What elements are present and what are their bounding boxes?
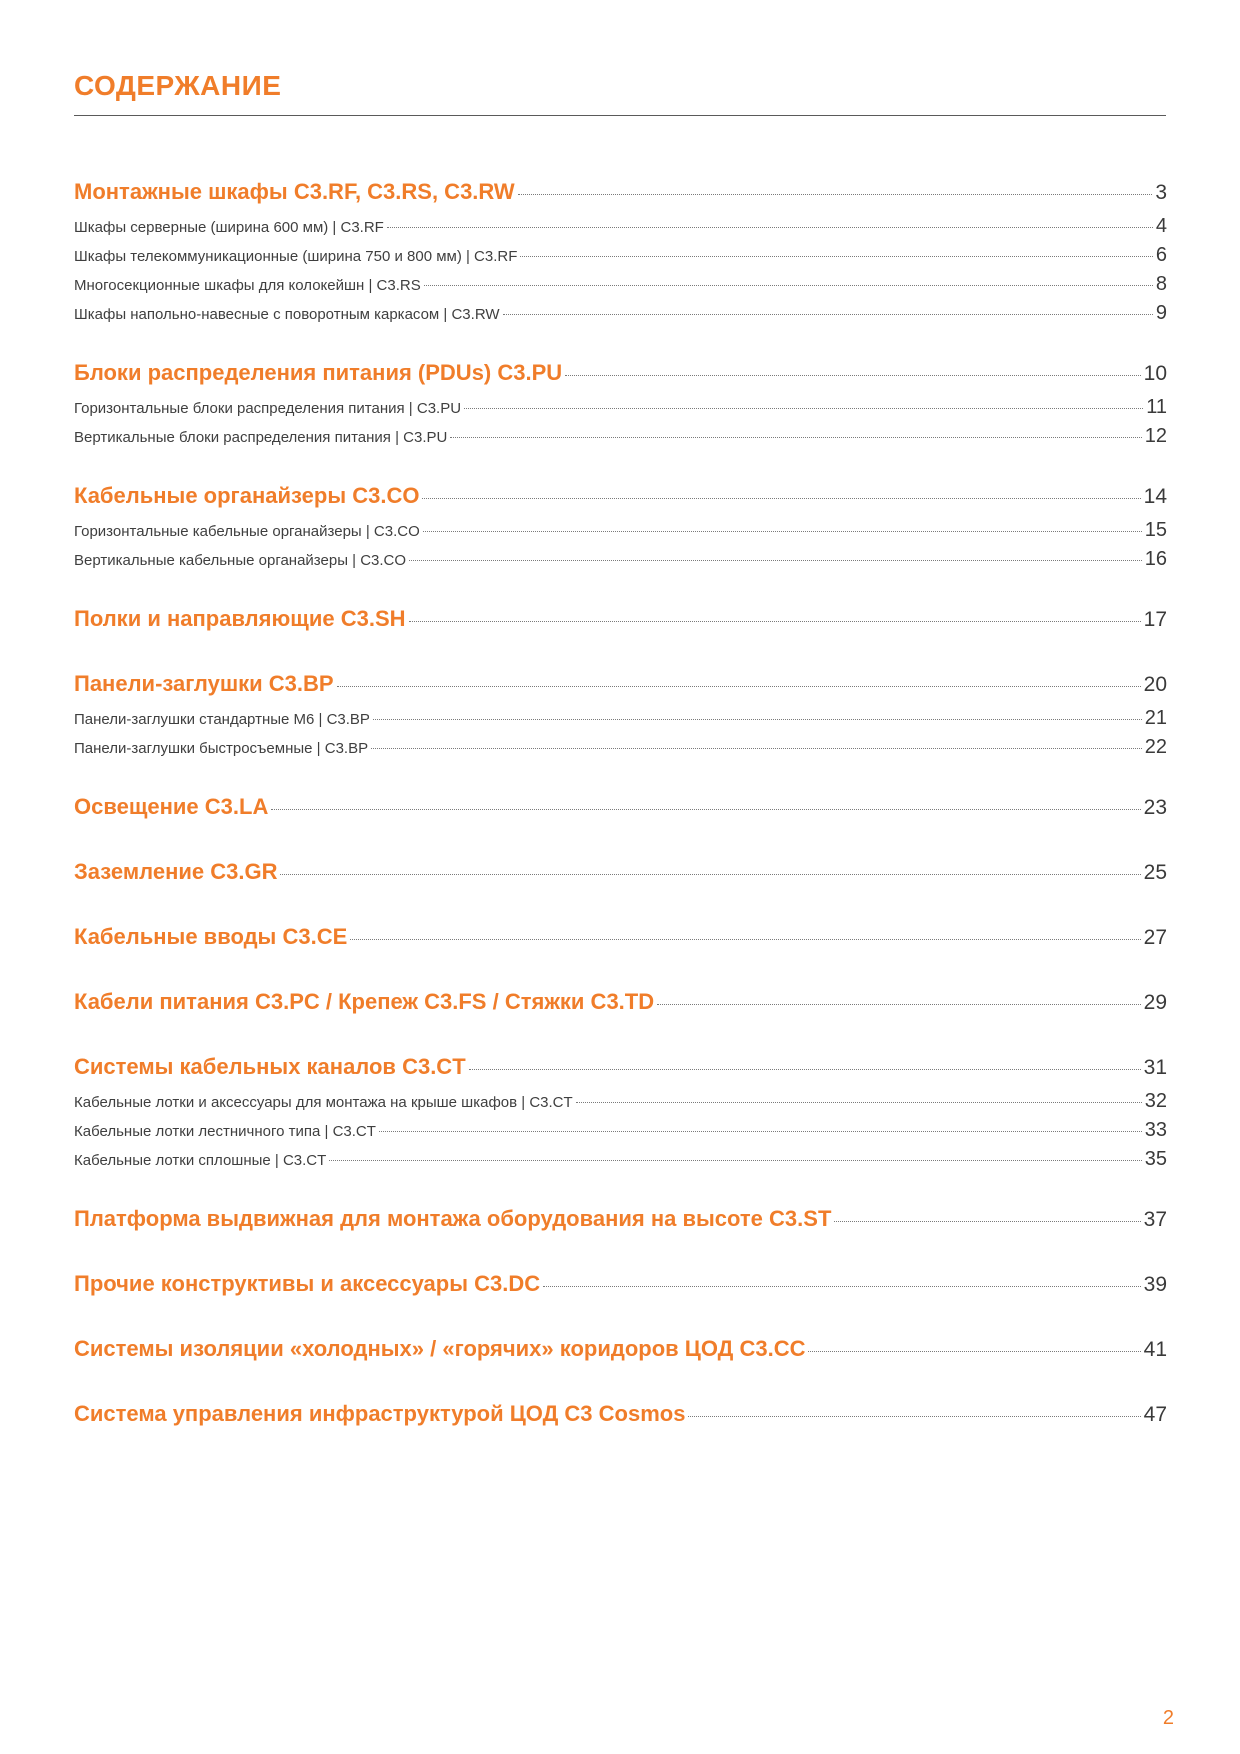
toc-subentry[interactable] bbox=[74, 422, 1167, 451]
toc-entry-page: 41 bbox=[1143, 1338, 1167, 1361]
dot-leader bbox=[371, 748, 1142, 749]
dot-leader bbox=[423, 531, 1142, 532]
toc-subentry-label: Вертикальные блоки распределения питания | C3.PU bbox=[74, 429, 448, 446]
toc-section bbox=[74, 353, 1167, 451]
dot-leader bbox=[280, 874, 1140, 875]
toc-subentry-label: Шкафы серверные (ширина 600 мм) | C3.RF bbox=[74, 219, 384, 236]
toc-section bbox=[74, 1329, 1167, 1369]
toc-entry-label: Система управления инфраструктурой ЦОД C3 Cosmos bbox=[74, 1401, 686, 1426]
dot-leader bbox=[543, 1286, 1141, 1287]
toc-entry-label: Системы изоляции «холодных» / «горячих» коридоров ЦОД C3.CC bbox=[74, 1336, 806, 1361]
toc-entry-page: 10 bbox=[1143, 362, 1167, 385]
toc-section bbox=[74, 172, 1167, 328]
dot-leader bbox=[373, 719, 1142, 720]
toc-entry[interactable] bbox=[74, 1329, 1167, 1369]
toc-section bbox=[74, 664, 1167, 762]
toc-entry[interactable] bbox=[74, 353, 1167, 393]
toc-subentry-label: Горизонтальные кабельные органайзеры | C3.CO bbox=[74, 523, 420, 540]
toc-entry[interactable] bbox=[74, 172, 1167, 212]
toc-subentry[interactable] bbox=[74, 393, 1167, 422]
toc-entry-label: Кабели питания C3.PC / Крепеж C3.FS / Стяжки C3.TD bbox=[74, 989, 655, 1014]
toc-entry[interactable] bbox=[74, 664, 1167, 704]
dot-leader bbox=[329, 1160, 1141, 1161]
toc-subentry-page: 35 bbox=[1144, 1148, 1167, 1170]
toc-subentry[interactable] bbox=[74, 299, 1167, 328]
toc-subentry-page: 8 bbox=[1155, 273, 1167, 295]
toc-entry-label: Прочие конструктивы и аксессуары C3.DC bbox=[74, 1271, 541, 1296]
toc-section bbox=[74, 982, 1167, 1022]
toc-subentry[interactable] bbox=[74, 270, 1167, 299]
toc-entry[interactable] bbox=[74, 1394, 1167, 1434]
toc-subentry[interactable] bbox=[74, 212, 1167, 241]
toc-entry-label: Кабельные органайзеры C3.CO bbox=[74, 483, 420, 508]
dot-leader bbox=[271, 809, 1140, 810]
page-number: 2 bbox=[1162, 1707, 1174, 1729]
dot-leader bbox=[808, 1351, 1140, 1352]
dot-leader bbox=[576, 1102, 1142, 1103]
dot-leader bbox=[450, 437, 1141, 438]
toc-subentry-page: 16 bbox=[1144, 548, 1167, 570]
toc-entry-label: Блоки распределения питания (PDUs) C3.PU bbox=[74, 360, 563, 385]
toc-entry-page: 3 bbox=[1155, 181, 1167, 204]
toc-section bbox=[74, 852, 1167, 892]
toc-subentry[interactable] bbox=[74, 545, 1167, 574]
toc-entry[interactable] bbox=[74, 787, 1167, 827]
dot-leader bbox=[409, 621, 1141, 622]
toc-subentry-label: Многосекционные шкафы для колокейшн | C3.RS bbox=[74, 277, 421, 294]
toc-entry-label: Полки и направляющие C3.SH bbox=[74, 606, 406, 631]
page-title: СОДЕРЖАНИЕ bbox=[74, 70, 282, 101]
toc-section bbox=[74, 917, 1167, 957]
toc-subentry-page: 15 bbox=[1144, 519, 1167, 541]
dot-leader bbox=[409, 560, 1142, 561]
toc-entry-page: 31 bbox=[1143, 1056, 1167, 1079]
toc-entry-label: Освещение C3.LA bbox=[74, 794, 269, 819]
toc-entry-label: Монтажные шкафы C3.RF, C3.RS, C3.RW bbox=[74, 179, 515, 204]
toc-subentry-label: Панели-заглушки стандартные М6 | C3.BP bbox=[74, 711, 370, 728]
table-of-contents bbox=[74, 172, 1167, 1459]
toc-section bbox=[74, 599, 1167, 639]
toc-entry-label: Платформа выдвижная для монтажа оборудования на высоте C3.ST bbox=[74, 1206, 832, 1231]
dot-leader bbox=[422, 498, 1140, 499]
toc-subentry[interactable] bbox=[74, 516, 1167, 545]
toc-entry-label: Заземление C3.GR bbox=[74, 859, 278, 884]
toc-entry-page: 25 bbox=[1143, 861, 1167, 884]
toc-entry[interactable] bbox=[74, 599, 1167, 639]
title-divider bbox=[74, 115, 1166, 116]
toc-section bbox=[74, 476, 1167, 574]
toc-subentry-label: Вертикальные кабельные органайзеры | C3.CO bbox=[74, 552, 407, 569]
toc-subentry-page: 12 bbox=[1144, 425, 1167, 447]
toc-entry[interactable] bbox=[74, 982, 1167, 1022]
toc-subentry-page: 9 bbox=[1155, 302, 1167, 324]
toc-entry-page: 23 bbox=[1143, 796, 1167, 819]
toc-subentry-label: Панели-заглушки быстросъемные | C3.BP bbox=[74, 740, 369, 757]
toc-entry[interactable] bbox=[74, 1047, 1167, 1087]
toc-section bbox=[74, 787, 1167, 827]
toc-entry-page: 17 bbox=[1143, 608, 1167, 631]
toc-entry-page: 37 bbox=[1143, 1208, 1167, 1231]
toc-subentry-page: 6 bbox=[1155, 244, 1167, 266]
toc-subentry[interactable] bbox=[74, 733, 1167, 762]
toc-section bbox=[74, 1264, 1167, 1304]
toc-section bbox=[74, 1199, 1167, 1239]
dot-leader bbox=[424, 285, 1153, 286]
toc-section bbox=[74, 1394, 1167, 1434]
toc-entry-label: Кабельные вводы C3.CE bbox=[74, 924, 348, 949]
toc-subentry[interactable] bbox=[74, 1116, 1167, 1145]
toc-entry[interactable] bbox=[74, 852, 1167, 892]
toc-subentry-page: 22 bbox=[1144, 736, 1167, 758]
toc-entry-label: Панели-заглушки C3.BP bbox=[74, 671, 334, 696]
toc-subentry-page: 32 bbox=[1144, 1090, 1167, 1112]
toc-entry-page: 47 bbox=[1143, 1403, 1167, 1426]
dot-leader bbox=[337, 686, 1141, 687]
toc-subentry-label: Шкафы напольно-навесные с поворотным каркасом | C3.RW bbox=[74, 306, 500, 323]
toc-entry-page: 39 bbox=[1143, 1273, 1167, 1296]
dot-leader bbox=[688, 1416, 1140, 1417]
toc-entry[interactable] bbox=[74, 1199, 1167, 1239]
dot-leader bbox=[350, 939, 1140, 940]
toc-subentry[interactable] bbox=[74, 241, 1167, 270]
dot-leader bbox=[657, 1004, 1141, 1005]
toc-section bbox=[74, 1047, 1167, 1174]
dot-leader bbox=[469, 1069, 1141, 1070]
toc-subentry-label: Кабельные лотки и аксессуары для монтажа на крыше шкафов | C3.CT bbox=[74, 1094, 573, 1111]
toc-entry-page: 20 bbox=[1143, 673, 1167, 696]
toc-subentry[interactable] bbox=[74, 1087, 1167, 1116]
toc-subentry-label: Шкафы телекоммуникационные (ширина 750 и 800 мм) | C3.RF bbox=[74, 248, 518, 265]
dot-leader bbox=[834, 1221, 1140, 1222]
dot-leader bbox=[520, 256, 1152, 257]
toc-entry-label: Системы кабельных каналов C3.CT bbox=[74, 1054, 466, 1079]
toc-subentry-page: 33 bbox=[1144, 1119, 1167, 1141]
toc-subentry-label: Горизонтальные блоки распределения питания | C3.PU bbox=[74, 400, 462, 417]
toc-subentry[interactable] bbox=[74, 1145, 1167, 1174]
toc-entry-page: 29 bbox=[1143, 991, 1167, 1014]
dot-leader bbox=[464, 408, 1143, 409]
toc-subentry-label: Кабельные лотки сплошные | C3.CT bbox=[74, 1152, 327, 1169]
toc-subentry-page: 21 bbox=[1144, 707, 1167, 729]
toc-entry[interactable] bbox=[74, 1264, 1167, 1304]
dot-leader bbox=[503, 314, 1153, 315]
toc-subentry-label: Кабельные лотки лестничного типа | C3.CT bbox=[74, 1123, 376, 1140]
toc-entry[interactable] bbox=[74, 476, 1167, 516]
dot-leader bbox=[565, 375, 1140, 376]
toc-subentry-page: 4 bbox=[1155, 215, 1167, 237]
toc-entry-page: 27 bbox=[1143, 926, 1167, 949]
toc-subentry-page: 11 bbox=[1146, 396, 1167, 418]
dot-leader bbox=[387, 227, 1153, 228]
toc-entry-page: 14 bbox=[1143, 485, 1167, 508]
toc-entry[interactable] bbox=[74, 917, 1167, 957]
dot-leader bbox=[379, 1131, 1142, 1132]
toc-subentry[interactable] bbox=[74, 704, 1167, 733]
dot-leader bbox=[518, 194, 1153, 195]
